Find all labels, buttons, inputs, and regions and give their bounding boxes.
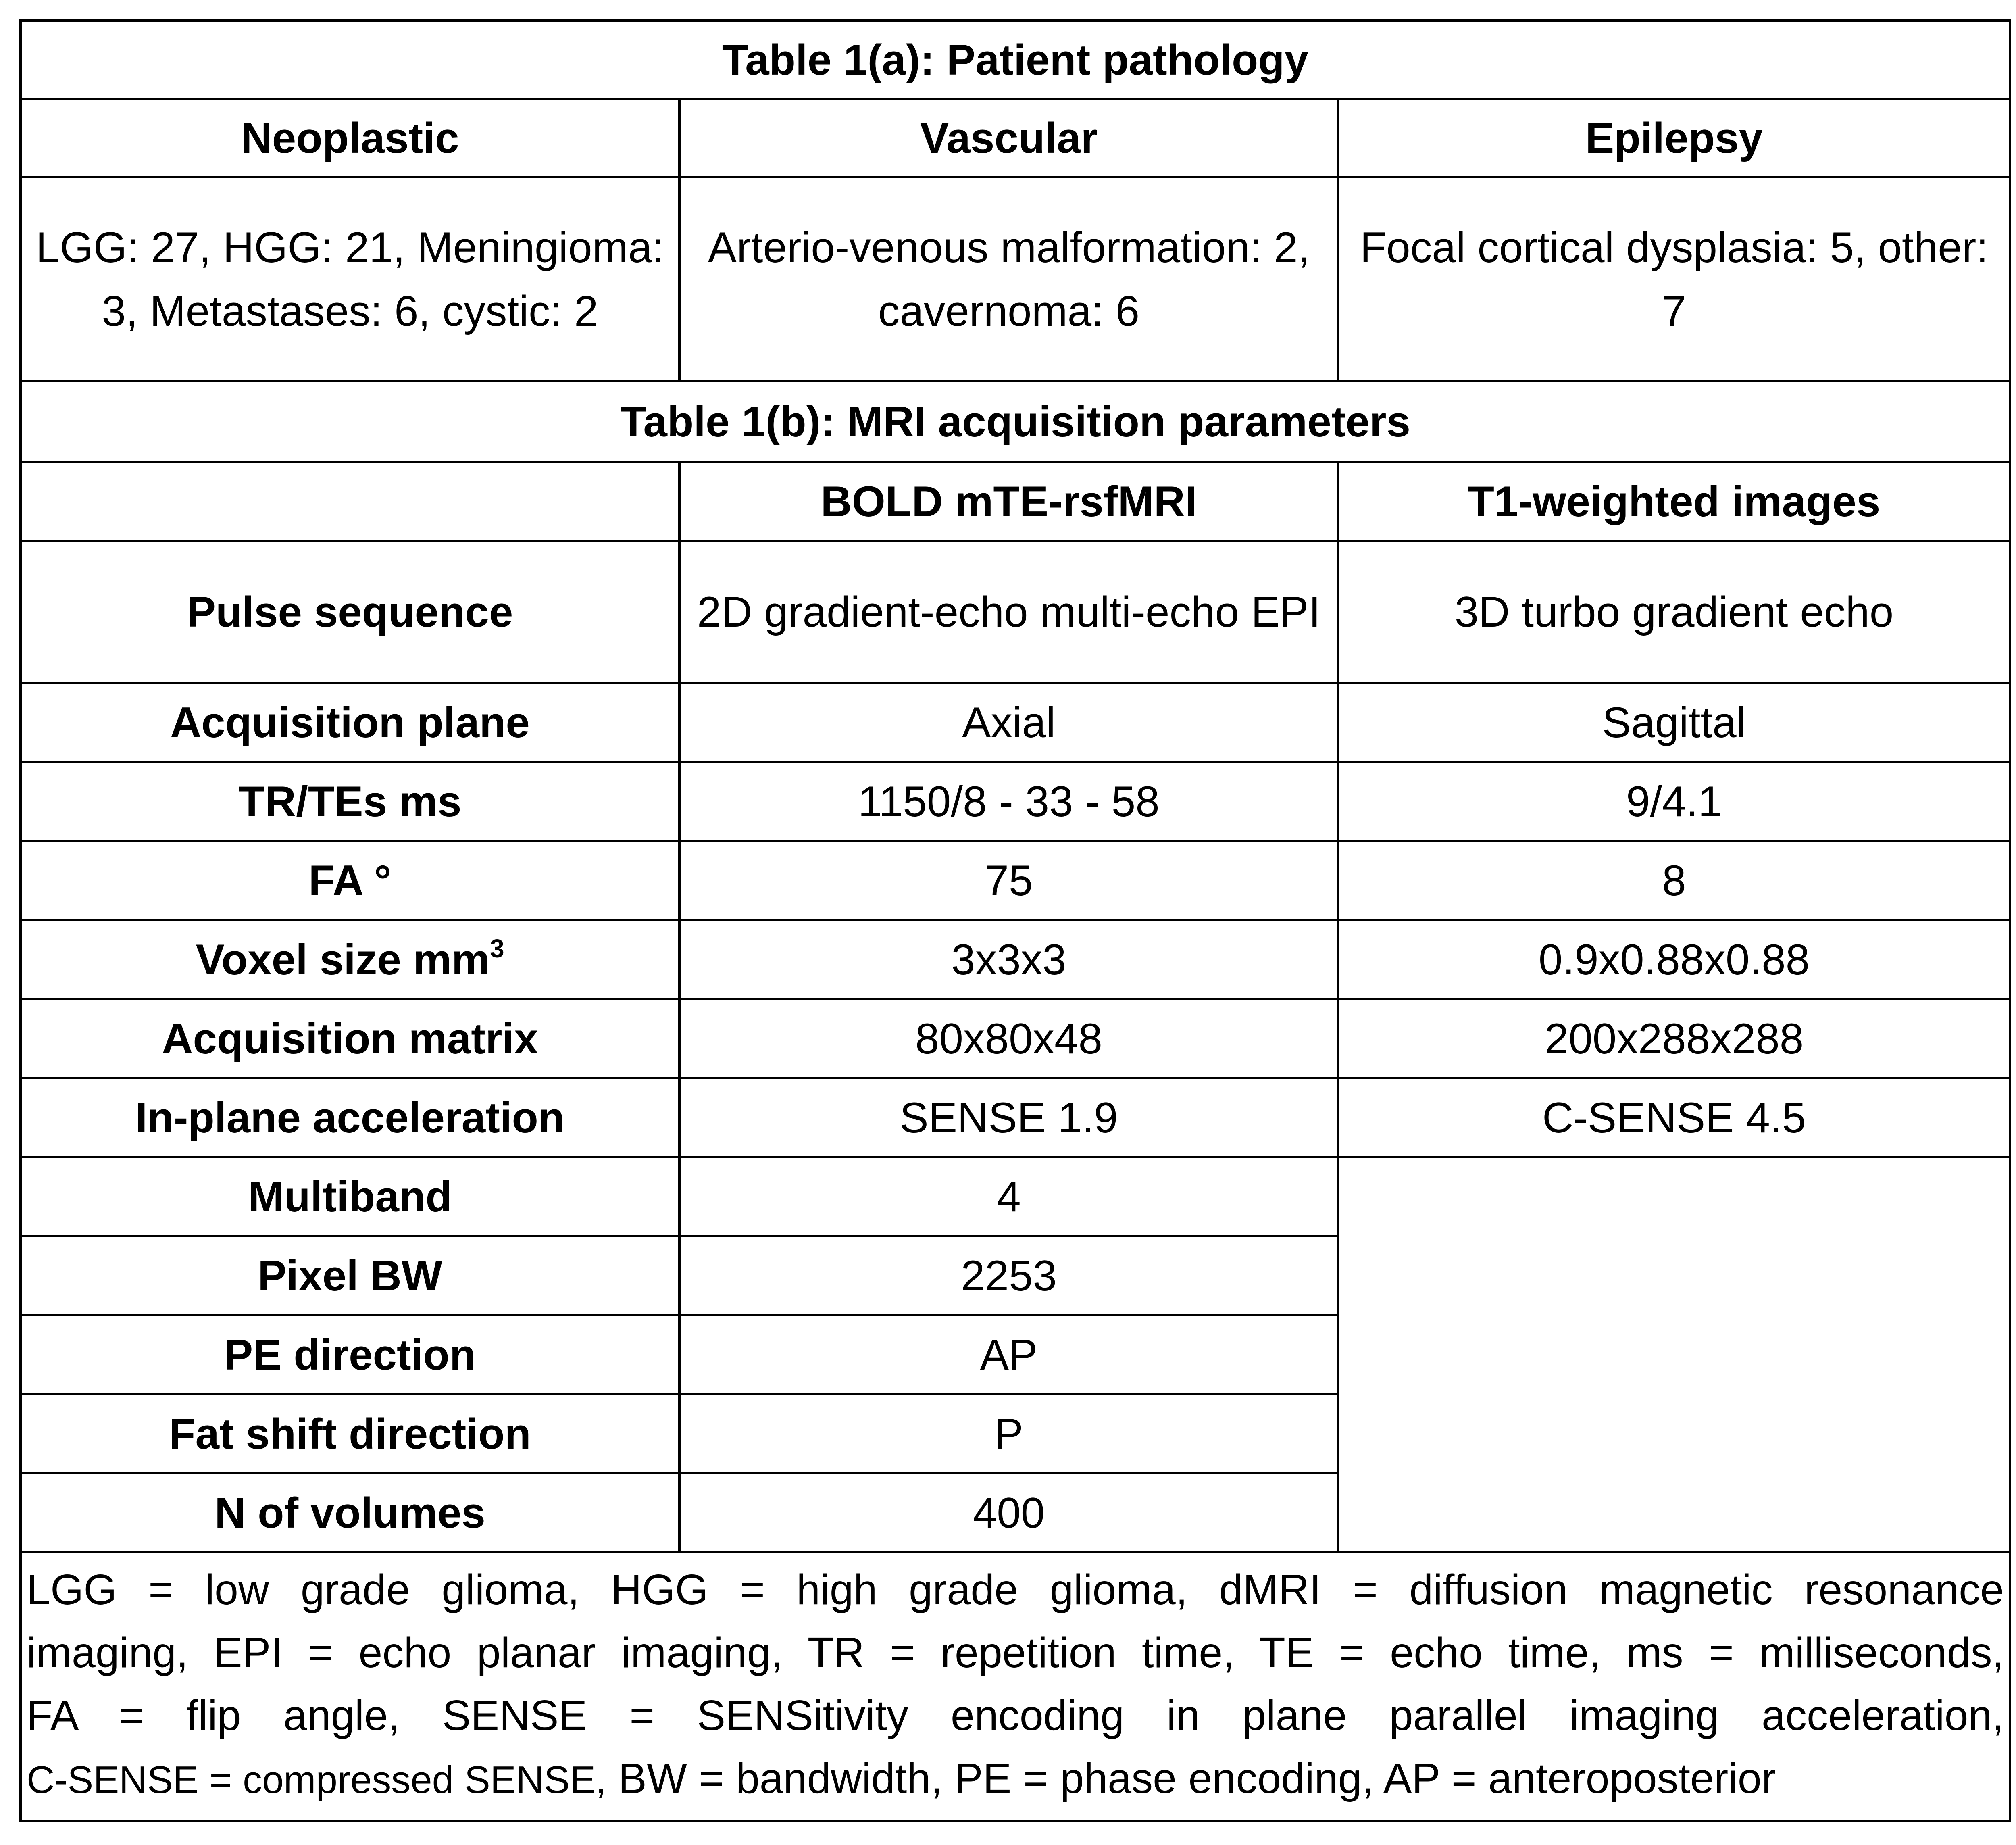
row-label: N of volumes: [21, 1473, 679, 1552]
bold-value: AP: [679, 1315, 1338, 1394]
table-row: [21, 541, 2010, 683]
table-row: [21, 683, 2010, 762]
t1-value: 9/4.1: [1338, 762, 2010, 841]
cell-epilepsy: Focal cortical dysplasia: 5, other: 7: [1338, 177, 2010, 381]
header-vascular: Vascular: [679, 99, 1338, 177]
row-label: TR/TEs ms: [21, 762, 679, 841]
footnote-line: FA = flip angle, SENSE = SENSitivity encoding in plane parallel imaging acceleration,: [27, 1692, 2004, 1739]
row-label: Multiband: [21, 1157, 679, 1236]
bold-value: 2253: [679, 1236, 1338, 1315]
t1-value: 200x288x288: [1338, 999, 2010, 1078]
header-empty: [21, 462, 679, 541]
parameters-table: [19, 19, 2011, 1822]
row-label: PE direction: [21, 1315, 679, 1394]
table-row: [21, 1157, 2010, 1236]
bold-value: 2D gradient-echo multi-echo EPI: [679, 541, 1338, 683]
table-b-title: Table 1(b): MRI acquisition parameters: [21, 381, 2010, 462]
cell-vascular: Arterio-venous malformation: 2, cavernoma: 6: [679, 177, 1338, 381]
row-label-text: Voxel size mm: [196, 935, 490, 984]
bold-value: 4: [679, 1157, 1338, 1236]
t1-value: Sagittal: [1338, 683, 2010, 762]
t1-value: 0.9x0.88x0.88: [1338, 920, 2010, 999]
header-t1: T1-weighted images: [1338, 462, 2010, 541]
row-label: In-plane acceleration: [21, 1078, 679, 1157]
table-row: [21, 762, 2010, 841]
t1-value: 3D turbo gradient echo: [1338, 541, 2010, 683]
bold-value: 3x3x3: [679, 920, 1338, 999]
bold-value: 400: [679, 1473, 1338, 1552]
row-label: Acquisition matrix: [21, 999, 679, 1078]
row-label: FA °: [21, 841, 679, 920]
row-label: Acquisition plane: [21, 683, 679, 762]
cell-neoplastic: LGG: 27, HGG: 21, Meningioma: 3, Metastases: 6, cystic: 2: [21, 177, 679, 381]
row-label: Pixel BW: [21, 1236, 679, 1315]
bold-value: SENSE 1.9: [679, 1078, 1338, 1157]
row-label: Pulse sequence: [21, 541, 679, 683]
footnote-line-last: [27, 1747, 2004, 1812]
empty-merged-cell: [1338, 1157, 2010, 1552]
bold-value: 1150/8 - 33 - 58: [679, 762, 1338, 841]
footnote: [21, 1552, 2010, 1821]
t1-value: 8: [1338, 841, 2010, 920]
row-label: Fat shift direction: [21, 1394, 679, 1473]
header-bold: BOLD mTE-rsfMRI: [679, 462, 1338, 541]
table-row: [21, 841, 2010, 920]
footnote-text: BW = bandwidth, PE = phase encoding, AP = anteroposterior: [606, 1755, 1776, 1802]
bold-value: Axial: [679, 683, 1338, 762]
table-row: [21, 1078, 2010, 1157]
footnote-line: imaging, EPI = echo planar imaging, TR = repetition time, TE = echo time, ms = milliseconds,: [27, 1629, 2004, 1676]
header-neoplastic: Neoplastic: [21, 99, 679, 177]
bold-value: 75: [679, 841, 1338, 920]
footnote-small-text: C-SENSE = compressed SENSE,: [27, 1758, 606, 1801]
t1-value: C-SENSE 4.5: [1338, 1078, 2010, 1157]
table-row: [21, 920, 2010, 999]
table-a-title: Table 1(a): Patient pathology: [21, 21, 2010, 99]
header-epilepsy: Epilepsy: [1338, 99, 2010, 177]
table-row: [21, 999, 2010, 1078]
footnote-line: LGG = low grade glioma, HGG = high grade glioma, dMRI = diffusion magnetic resonance: [27, 1566, 2004, 1614]
row-label-voxel: [21, 920, 679, 999]
bold-value: P: [679, 1394, 1338, 1473]
bold-value: 80x80x48: [679, 999, 1338, 1078]
superscript-3: 3: [489, 934, 504, 963]
